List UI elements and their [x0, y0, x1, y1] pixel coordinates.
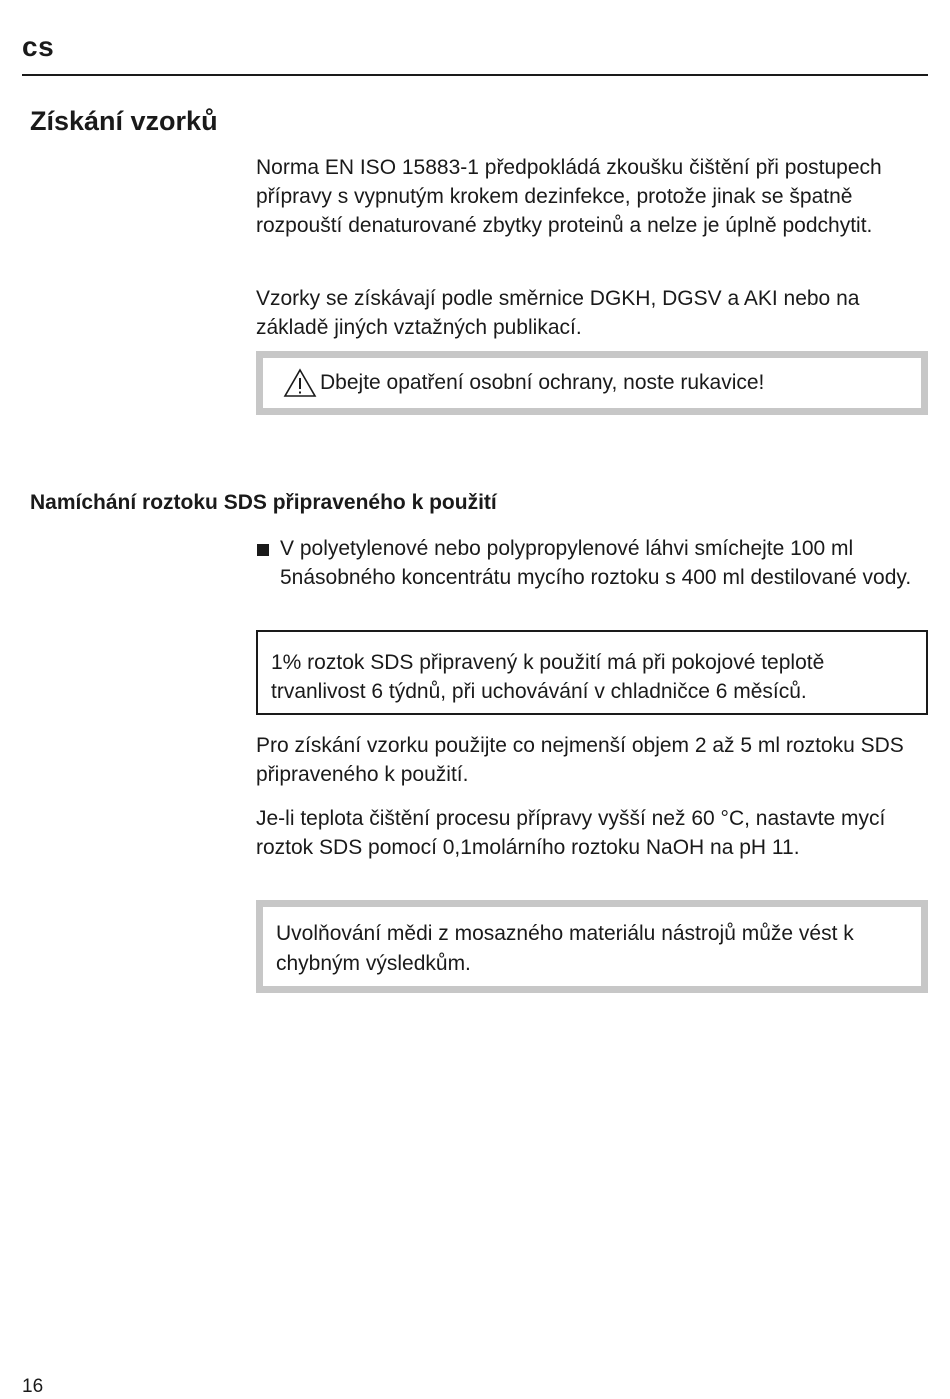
intro-paragraph: Norma EN ISO 15883-1 předpokládá zkoušku čištění při postupech přípravy s vypnutým krokem dezinfekce, protože jinak se špatně rozpouští denaturované zbytky proteinů a nelze je úplně podchytit.: [256, 156, 882, 237]
samples-paragraph: Vzorky se získávají podle směrnice DGKH, DGSV a AKI nebo na základě jiných vztažných publikací.: [256, 287, 860, 339]
copper-note-box: [256, 900, 928, 993]
subsection-title: Namíchání roztoku SDS připraveného k použití: [30, 491, 497, 514]
page-number: 16: [22, 1376, 44, 1397]
language-code: cs: [22, 31, 55, 62]
copper-note-text: Uvolňování mědi z mosazného materiálu nástrojů může vést k chybným výsledkům.: [263, 907, 921, 986]
volume-paragraph: Pro získání vzorku použijte co nejmenší objem 2 až 5 ml roztoku SDS připraveného k použití.: [256, 734, 904, 786]
temperature-paragraph: Je-li teplota čištění procesu přípravy vyšší než 60 °C, nastavte mycí roztok SDS pomocí 0,1molárního roztoku NaOH na pH 11.: [256, 807, 886, 859]
warning-box: [256, 351, 928, 415]
warning-text: Dbejte opatření osobní ochrany, noste rukavice!: [320, 371, 765, 394]
section-title: Získání vzorků: [30, 106, 218, 136]
header-divider: [22, 74, 928, 76]
shelf-life-note: 1% roztok SDS připravený k použití má při pokojové teplotě trvanlivost 6 týdnů, při uchovávání v chladničce 6 měsíců.: [256, 630, 928, 715]
list-item: [256, 534, 928, 592]
bullet-text: V polyetylenové nebo polypropylenové láhvi smíchejte 100 ml 5násobného koncentrátu mycího roztoku s 400 ml destilované vody.: [280, 537, 912, 589]
square-bullet-icon: [257, 544, 269, 556]
warning-triangle-icon: [283, 368, 317, 398]
